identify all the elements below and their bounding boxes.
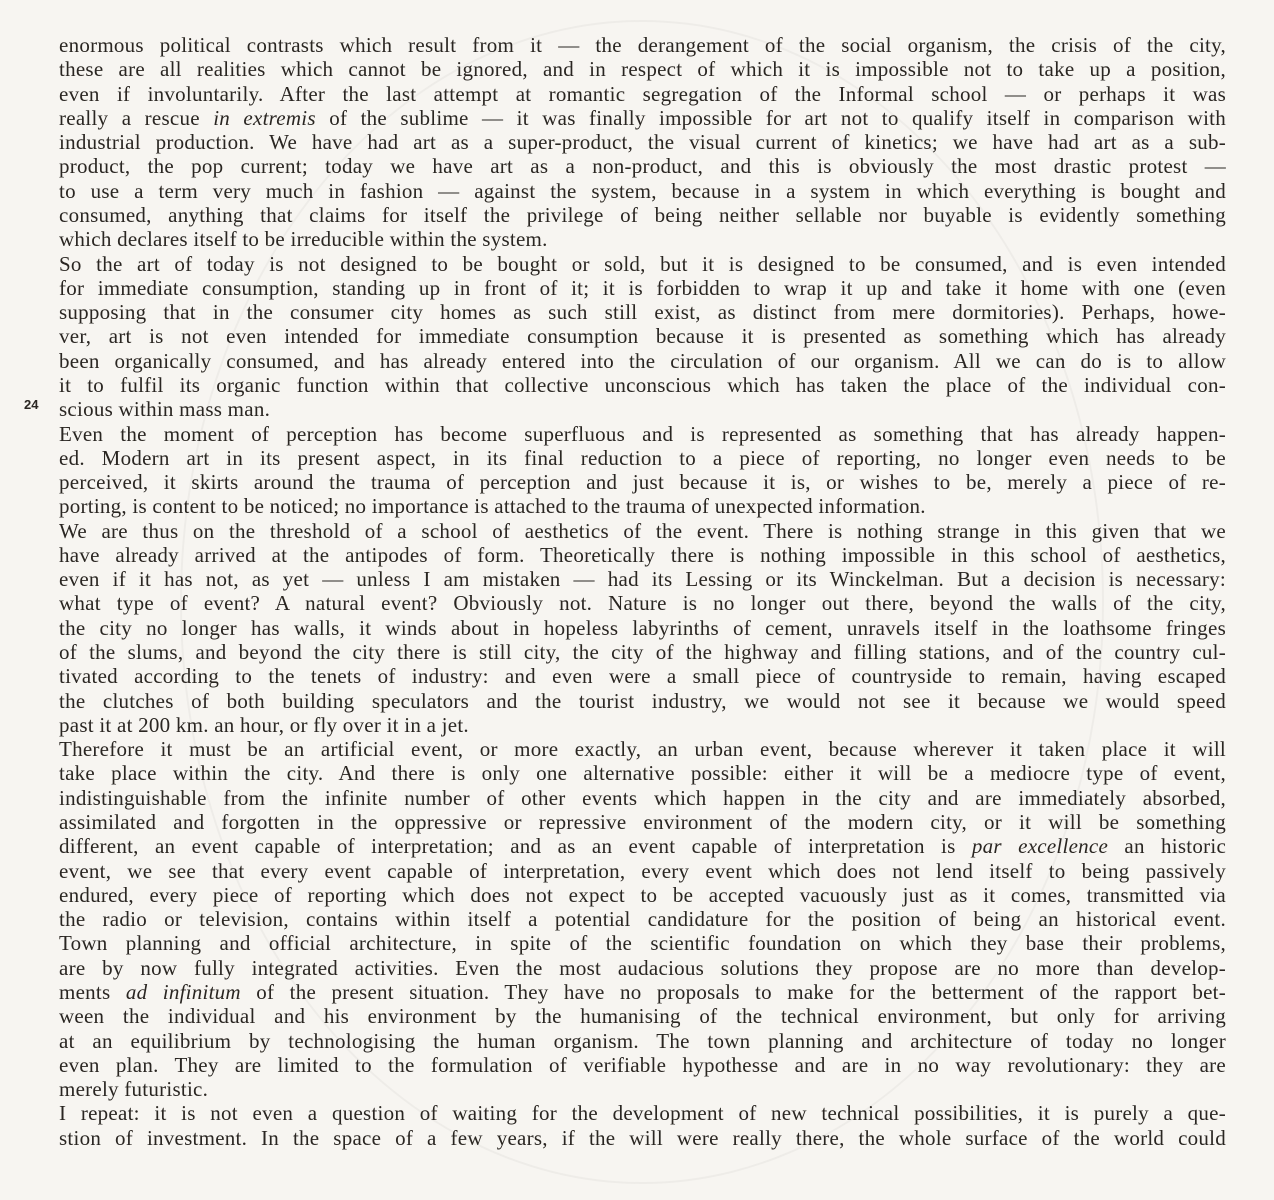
text-line: for immediate consumption, standing up in front of it; it is forbidden to wrap it up and take it home with one (even <box>59 275 1226 300</box>
text-run: of the present situation. They have no proposals to make for the betterment of the rapport bet- <box>240 979 1226 1004</box>
text-line: past it at 200 km. an hour, or fly over it in a jet. <box>59 712 469 737</box>
text-line: it to fulfil its organic function within that collective unconscious which has taken the place of the individual con- <box>59 372 1226 397</box>
text-line: supposing that in the consumer city homes as such still exist, as distinct from mere dormitories). Perhaps, howe- <box>59 300 1226 325</box>
text-line: what type of event? A natural event? Obviously not. Nature is no longer out there, beyond the walls of the city, <box>59 591 1226 616</box>
text-line: the clutches of both building speculators and the tourist industry, we would not see it because we would speed <box>59 688 1226 713</box>
text-line: tivated according to the tenets of industry: and even were a small piece of countryside to remain, having escaped <box>59 664 1226 689</box>
text-line: indistinguishable from the infinite number of other events which happen in the city and are immediately absorbed, <box>59 785 1226 810</box>
text-run: different, an event capable of interpretation; and as an event capable of interpretation is <box>59 834 972 859</box>
text-line: even if involuntarily. After the last attempt at romantic segregation of the Informal school — or perhaps it was <box>59 81 1226 106</box>
text-line: event, we see that every event capable of interpretation, every event which does not lend itself to being passively <box>59 858 1226 883</box>
page-number: 24 <box>24 397 39 412</box>
text-run: an historic <box>1108 834 1226 859</box>
text-line: the city no longer has walls, it winds about in hopeless labyrinths of cement, unravels itself in the loathsome fringes <box>59 615 1226 640</box>
text-line: take place within the city. And there is only one alternative possible: either it will be a mediocre type of event, <box>59 761 1226 786</box>
italic-phrase: par excellence <box>971 834 1109 859</box>
text-line: even plan. They are limited to the formulation of verifiable hypothesse and are in no way revolutionary: they are <box>59 1052 1226 1077</box>
text-line: So the art of today is not designed to be bought or sold, but it is designed to be consumed, and is even intended <box>59 251 1226 276</box>
text-line: of the slums, and beyond the city there is still city, the city of the highway and filling stations, and of the country cul- <box>59 640 1226 665</box>
text-line: consumed, anything that claims for itself the privilege of being neither sellable nor buyable is evidently something <box>59 202 1226 227</box>
text-line: Therefore it must be an artificial event, or more exactly, an urban event, because wherever it taken place it will <box>59 737 1226 762</box>
text-run: ments <box>59 979 126 1004</box>
text-line <box>59 834 1226 858</box>
text-line <box>59 980 1226 1004</box>
text-line: which declares itself to be irreducible within the system. <box>59 227 548 252</box>
text-line: industrial production. We have had art as a super-product, the visual current of kinetics; we have had art as a sub- <box>59 130 1226 155</box>
text-line: Town planning and official architecture, in spite of the scientific foundation on which they base their problems, <box>59 931 1226 956</box>
text-line: are by now fully integrated activities. Even the most audacious solutions they propose are no more than develop- <box>59 955 1226 980</box>
text-line: ed. Modern art in its present aspect, in its final reduction to a piece of reporting, no longer even needs to be <box>59 445 1226 470</box>
text-line: stion of investment. In the space of a few years, if the will were really there, the whole surface of the world could <box>59 1125 1226 1150</box>
text-line: ver, art is not even intended for immediate consumption because it is presented as something which has already <box>59 324 1226 349</box>
text-line: these are all realities which cannot be ignored, and in respect of which it is impossible not to take up a position, <box>59 57 1226 82</box>
text-line: perceived, it skirts around the trauma of perception and just because it is, or wishes to be, merely a piece of re- <box>59 470 1226 495</box>
text-line: assimilated and forgotten in the oppressive or repressive environment of the modern city, or it will be something <box>59 810 1226 834</box>
text-line: I repeat: it is not even a question of waiting for the development of new technical possibilities, it is purely a que- <box>59 1101 1226 1126</box>
text-run: of the sublime — it was finally impossible for art not to qualify itself in comparison with <box>315 105 1226 130</box>
text-line: Even the moment of perception has become superfluous and is represented as something that has already happen- <box>59 421 1226 446</box>
text-run: really a rescue <box>59 105 214 130</box>
text-line: enormous political contrasts which result from it — the derangement of the social organism, the crisis of the city, <box>59 33 1226 57</box>
text-line: porting, is content to be noticed; no importance is attached to the trauma of unexpected information. <box>59 494 926 519</box>
text-line: at an equilibrium by technologising the human organism. The town planning and architecture of today no longer <box>59 1028 1226 1053</box>
text-line <box>59 106 1226 130</box>
text-line: merely futuristic. <box>59 1077 209 1102</box>
text-line: We are thus on the threshold of a school of aesthetics of the event. There is nothing strange in this given that we <box>59 518 1226 543</box>
italic-phrase: in extremis <box>213 105 316 130</box>
text-line: scious within mass man. <box>59 397 271 422</box>
italic-phrase: ad infinitum <box>125 979 241 1004</box>
text-line: to use a term very much in fashion — against the system, because in a system in which everything is bought and <box>59 178 1226 203</box>
text-line: the radio or television, contains within itself a potential candidature for the position of being an historical event. <box>59 907 1226 932</box>
text-line: have already arrived at the antipodes of form. Theoretically there is nothing impossible in this school of aesthetics, <box>59 542 1226 567</box>
text-line: been organically consumed, and has already entered into the circulation of our organism. All we can do is to allow <box>59 348 1226 373</box>
text-line: even if it has not, as yet — unless I am mistaken — had its Lessing or its Winckelman. But a decision is necessary: <box>59 567 1226 592</box>
text-line: endured, every piece of reporting which does not expect to be accepted vacuously just as it comes, transmitted via <box>59 882 1226 907</box>
text-line: ween the individual and his environment by the humanising of the technical environment, but only for arriving <box>59 1004 1226 1029</box>
text-line: product, the pop current; today we have art as a non-product, and this is obviously the most drastic protest — <box>59 154 1226 179</box>
body-text <box>59 33 1226 1150</box>
